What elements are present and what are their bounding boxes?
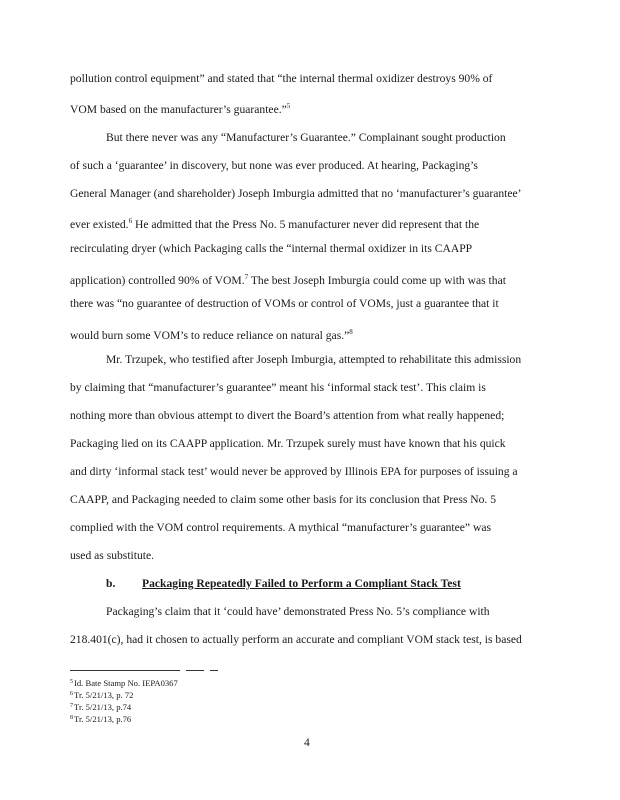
- section-letter: b.: [106, 577, 116, 590]
- text-line: of such a ‘guarantee’ in discovery, but none was ever produced. At hearing, Packaging’s: [70, 159, 478, 172]
- footnote-separator: [186, 670, 204, 671]
- footnote-separator: [210, 670, 218, 671]
- text-line: nothing more than obvious attempt to divert the Board’s attention from what really happened;: [70, 409, 505, 422]
- section-heading: Packaging Repeatedly Failed to Perform a Compliant Stack Test: [142, 577, 461, 590]
- text-line: by claiming that “manufacturer’s guarantee” meant his ‘informal stack test’. This claim is: [70, 381, 486, 394]
- text-line: CAAPP, and Packaging needed to claim some other basis for its conclusion that Press No. 5: [70, 493, 497, 506]
- text-line: pollution control equipment” and stated that “the internal thermal oxidizer destroys 90% of: [70, 72, 493, 85]
- text-line: 218.401(c), had it chosen to actually perform an accurate and compliant VOM stack test, is based: [70, 633, 522, 646]
- text-line: there was “no guarantee of destruction of VOMs or control of VOMs, just a guarantee that it: [70, 297, 499, 310]
- text-line: would burn some VOM’s to reduce reliance on natural gas.”$^8$: [70, 328, 353, 342]
- text-line: General Manager (and shareholder) Joseph Imburgia admitted that no ‘manufacturer’s guarantee’: [70, 187, 522, 200]
- text-line: application) controlled 90% of VOM.$^7$ The best Joseph Imburgia could come up with was that: [70, 273, 506, 287]
- footnote: $^6$Tr. 5/21/13, p. 72: [70, 690, 134, 700]
- text-line: recirculating dryer (which Packaging calls the “internal thermal oxidizer in its CAAPP: [70, 242, 473, 255]
- footnote-ref: 5: [286, 102, 291, 110]
- footnote: $^8$Tr. 5/21/13, p.76: [70, 714, 132, 724]
- text-line: VOM based on the manufacturer’s guarantee.”$^5$: [70, 102, 291, 116]
- text-line: and dirty ‘informal stack test’ would never be approved by Illinois EPA for purposes of issuing a: [70, 465, 518, 478]
- footnote-ref: 7: [244, 273, 249, 281]
- text-line: ever existed.$^6$ He admitted that the Press No. 5 manufacturer never did represent that the: [70, 217, 480, 231]
- text-line: But there never was any “Manufacturer’s Guarantee.” Complainant sought production: [106, 131, 506, 144]
- page-number: 4: [304, 736, 310, 749]
- footnote-ref: 6: [128, 217, 133, 225]
- footnote: $^5$Id. Bate Stamp No. IEPA0367: [70, 678, 178, 688]
- text-line: used as substitute.: [70, 549, 155, 562]
- text-line: Mr. Trzupek, who testified after Joseph Imburgia, attempted to rehabilitate this admission: [106, 353, 522, 366]
- text-line: Packaging lied on its CAAPP application. Mr. Trzupek surely must have known that his quick: [70, 437, 506, 450]
- footnote-separator: [70, 670, 180, 671]
- text-line: complied with the VOM control requirements. A mythical “manufacturer’s guarantee” was: [70, 521, 492, 534]
- footnote-ref: 8: [349, 328, 353, 336]
- footnote: $^7$Tr. 5/21/13, p.74: [70, 702, 132, 712]
- text-line: Packaging’s claim that it ‘could have’ demonstrated Press No. 5’s compliance with: [106, 605, 490, 618]
